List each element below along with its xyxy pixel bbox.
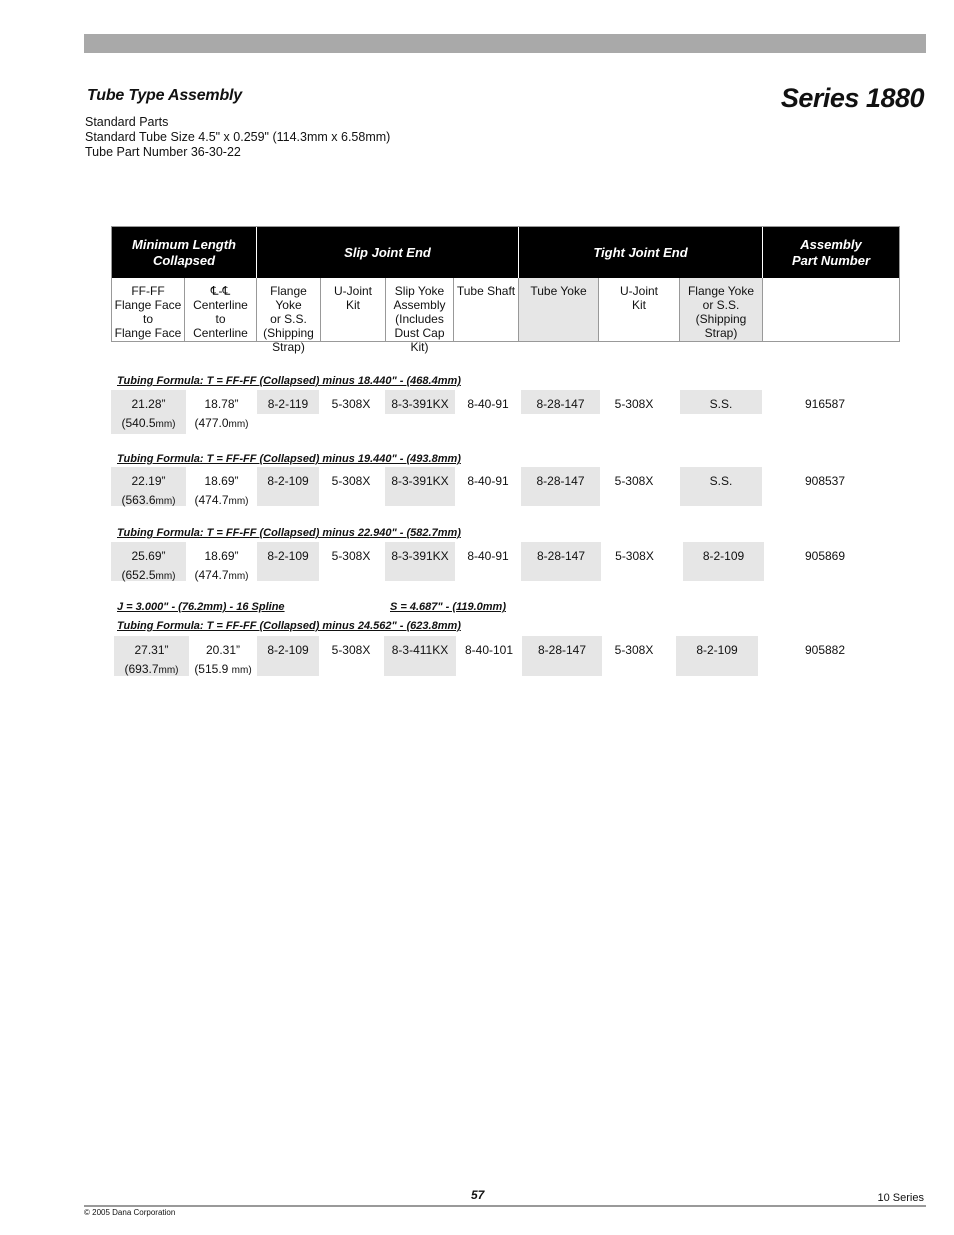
ff-cell: 22.19” (563.6mm) [111, 467, 186, 506]
ujoint-cell: 5-308X [331, 397, 371, 411]
section-title: Tube Type Assembly [87, 87, 242, 104]
tube-yoke-cell: 8-28-147 [521, 467, 600, 506]
spec-line: Standard Tube Size 4.5" x 0.259" (114.3mm x 6.58mm) [85, 130, 391, 144]
flange-yoke-tight-cell: 8-2-109 [683, 542, 764, 581]
tube-shaft-cell: 8-40-91 [467, 549, 509, 563]
col-ujoint-slip: U-Joint Kit [321, 278, 386, 341]
tube-shaft-cell: 8-40-91 [467, 474, 509, 488]
ujoint-tight-cell: 5-308X [614, 397, 654, 411]
ff-cell: 27.31” (693.7mm) [114, 636, 189, 676]
col-tube-shaft: Tube Shaft [454, 278, 519, 341]
top-rule-bar [84, 34, 926, 53]
slip-yoke-cell: 8-3-411KX [384, 636, 456, 676]
s-dimension-note: S = 4.687" - (119.0mm) [390, 601, 506, 613]
flange-yoke-tight-cell: S.S. [680, 467, 762, 506]
tube-yoke-cell: 8-28-147 [521, 542, 601, 581]
tube-yoke-cell: 8-28-147 [521, 390, 600, 414]
tube-yoke-cell: 8-28-147 [522, 636, 602, 676]
assembly-number-cell: 905882 [804, 643, 846, 657]
col-ujoint-tight: U-Joint Kit [599, 278, 680, 341]
column-header-row [112, 278, 899, 354]
ujoint-tight-cell: 5-308X [614, 474, 654, 488]
table-row [0, 542, 954, 581]
table-row [0, 636, 954, 676]
table-row [0, 390, 954, 434]
slip-yoke-cell: 8-3-391KX [385, 467, 455, 506]
centerline-cell: 18.69” (474.7mm) [194, 549, 249, 582]
centerline-cell: 20.31” (515.9 mm) [194, 643, 252, 676]
spec-lines [85, 115, 390, 160]
flange-yoke-cell: 8-2-119 [257, 390, 319, 414]
tubing-formula: Tubing Formula: T = FF-FF (Collapsed) minus 22.940" - (582.7mm) [117, 527, 461, 539]
assembly-number-cell: 905869 [804, 549, 846, 563]
group-header-row [112, 227, 899, 278]
spline-note: J = 3.000" - (76.2mm) - 16 Spline [117, 601, 285, 613]
tube-shaft-cell: 8-40-101 [464, 643, 514, 657]
ujoint-tight-cell: 5-308X [614, 643, 654, 657]
tubing-formula: Tubing Formula: T = FF-FF (Collapsed) minus 18.440" - (468.4mm) [117, 375, 461, 387]
flange-yoke-cell: 8-2-109 [257, 467, 319, 506]
col-centerline: ℄-℄ Centerline to Centerline [185, 278, 257, 341]
centerline-cell: 18.69” (474.7mm) [194, 474, 249, 507]
slip-yoke-cell: 8-3-391KX [385, 542, 455, 581]
tubing-formula: Tubing Formula: T = FF-FF (Collapsed) minus 19.440" - (493.8mm) [117, 453, 461, 465]
ujoint-tight-cell: 5-308X [615, 549, 654, 563]
col-flange-yoke-slip: Flange Yoke or S.S. (Shipping Strap) [257, 278, 321, 341]
tube-shaft-cell: 8-40-91 [467, 397, 509, 411]
ff-cell: 25.69” (652.5mm) [111, 542, 186, 581]
group-assembly-part: Assembly Part Number [791, 236, 871, 268]
col-slip-yoke: Slip Yoke Assembly (Includes Dust Cap Kit) [386, 278, 454, 341]
col-tube-yoke: Tube Yoke [519, 278, 599, 341]
tubing-formula: Tubing Formula: T = FF-FF (Collapsed) minus 24.562" - (623.8mm) [117, 620, 461, 632]
flange-yoke-tight-cell: 8-2-109 [676, 636, 758, 676]
copyright: © 2005 Dana Corporation [84, 1208, 176, 1217]
ujoint-cell: 5-308X [331, 474, 371, 488]
footer-series-label: 10 Series [877, 1192, 924, 1204]
bottom-rule [84, 1205, 926, 1207]
flange-yoke-cell: 8-2-109 [257, 542, 319, 581]
flange-yoke-cell: 8-2-109 [257, 636, 319, 676]
assembly-number-cell: 908537 [804, 474, 846, 488]
group-tight-joint: Tight Joint End [519, 227, 763, 278]
centerline-cell: 18.78” (477.0mm) [194, 397, 249, 430]
series-title: Series 1880 [780, 83, 924, 113]
spec-line: Tube Part Number 36-30-22 [85, 145, 241, 159]
parts-table-header [111, 226, 900, 354]
ff-cell: 21.28” (540.5mm) [111, 390, 186, 434]
flange-yoke-tight-cell: S.S. [680, 390, 762, 414]
assembly-number-cell: 916587 [804, 397, 846, 411]
ujoint-cell: 5-308X [331, 643, 371, 657]
slip-yoke-cell: 8-3-391KX [385, 390, 455, 414]
ujoint-cell: 5-308X [331, 549, 371, 563]
col-assembly-number [763, 278, 899, 341]
col-flange-yoke-tight: Flange Yoke or S.S. (Shipping Strap) [680, 278, 763, 341]
col-ff: FF-FF Flange Face to Flange Face [112, 278, 185, 341]
spec-line: Standard Parts [85, 115, 169, 129]
group-min-length: Minimum Length Collapsed [112, 227, 257, 278]
group-slip-joint: Slip Joint End [257, 227, 519, 278]
page-number: 57 [471, 1188, 485, 1202]
table-row [0, 467, 954, 506]
